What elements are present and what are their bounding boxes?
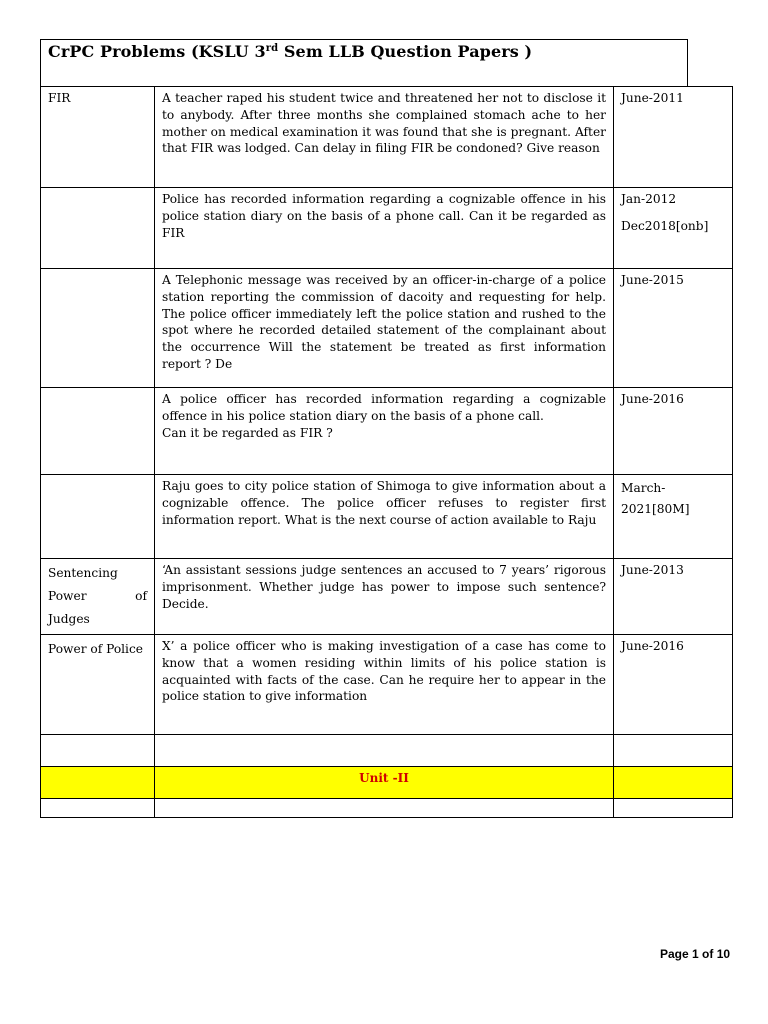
date-cell: June-2013 [614, 559, 733, 635]
page-number [660, 947, 730, 961]
table-row [41, 269, 733, 388]
question-cell: A Telephonic message was received by an officer-in-charge of a police station reporting the commission of dacoity and requesting for help. The police officer immediately left the police station and rushed to the spot where he recorded detailed statement of the complainant about the occurrence Will the statement be treated as first information report ? De [155, 269, 614, 388]
date-secondary: Dec2018[onb] [621, 218, 709, 233]
question-text: A police officer has recorded information regarding a cognizable offence in his police station diary on the basis of a phone call. [162, 392, 606, 423]
topic-cell [41, 475, 155, 559]
date-cell [614, 188, 733, 269]
unit-row-right-cell [614, 767, 733, 799]
title-superscript: rd [265, 43, 279, 54]
title-box [40, 39, 688, 86]
table-row [41, 388, 733, 475]
topic-cell: Sentencing Power of Judges [41, 559, 155, 635]
table-row-empty [41, 799, 733, 818]
table-row [41, 559, 733, 635]
empty-cell [41, 735, 155, 767]
question-cell: A teacher raped his student twice and threatened her not to disclose it to anybody. After three months she complained stomach ache to her mother on medical examination it was found that she is pregnant. After that FIR was lodged. Can delay in filing FIR be condoned? Give reason [155, 87, 614, 188]
question-cell [155, 388, 614, 475]
question-cell: ‘An assistant sessions judge sentences an accused to 7 years’ rigorous imprisonment. Whether judge has power to impose such sentence? Decide. [155, 559, 614, 635]
date-primary: Jan-2012 [621, 192, 677, 206]
empty-cell [614, 735, 733, 767]
page-current: 1 [692, 947, 699, 961]
table-row [41, 635, 733, 735]
table-row-empty [41, 735, 733, 767]
date-cell: June-2015 [614, 269, 733, 388]
topic-cell: FIR [41, 87, 155, 188]
topic-cell: Power of Police [41, 635, 155, 735]
question-text-line2: Can it be regarded as FIR ? [162, 425, 333, 440]
title-prefix: CrPC Problems (KSLU 3 [48, 42, 266, 61]
empty-cell [614, 799, 733, 818]
page-title [48, 42, 532, 61]
topic-cell [41, 388, 155, 475]
questions-table [40, 86, 733, 818]
unit-row-left-cell [41, 767, 155, 799]
unit-row [41, 767, 733, 799]
unit-label: Unit -II [359, 771, 409, 785]
page-of: of [698, 947, 717, 961]
empty-cell [155, 735, 614, 767]
question-cell: Police has recorded information regarding a cognizable offence in his police station diary on the basis of a phone call. Can it be regarded as FIR [155, 188, 614, 269]
empty-cell [155, 799, 614, 818]
date-cell: June-2016 [614, 635, 733, 735]
title-suffix: Sem LLB Question Papers ) [278, 42, 533, 61]
table-row [41, 188, 733, 269]
empty-cell [41, 799, 155, 818]
date-cell: March-2021[80M] [614, 475, 733, 559]
topic-cell [41, 269, 155, 388]
unit-label-cell [155, 767, 614, 799]
topic-cell [41, 188, 155, 269]
page-word: Page [660, 947, 693, 961]
question-cell: Raju goes to city police station of Shimoga to give information about a cognizable offence. The police officer refuses to register first information report. What is the next course of action available to Raju [155, 475, 614, 559]
date-cell: June-2016 [614, 388, 733, 475]
table-row [41, 475, 733, 559]
question-cell: X’ a police officer who is making investigation of a case has come to know that a women residing within limits of his police station is acquainted with facts of the case. Can he require her to appear in the police station to give information [155, 635, 614, 735]
table-row [41, 87, 733, 188]
date-cell: June-2011 [614, 87, 733, 188]
page-total: 10 [716, 947, 731, 961]
